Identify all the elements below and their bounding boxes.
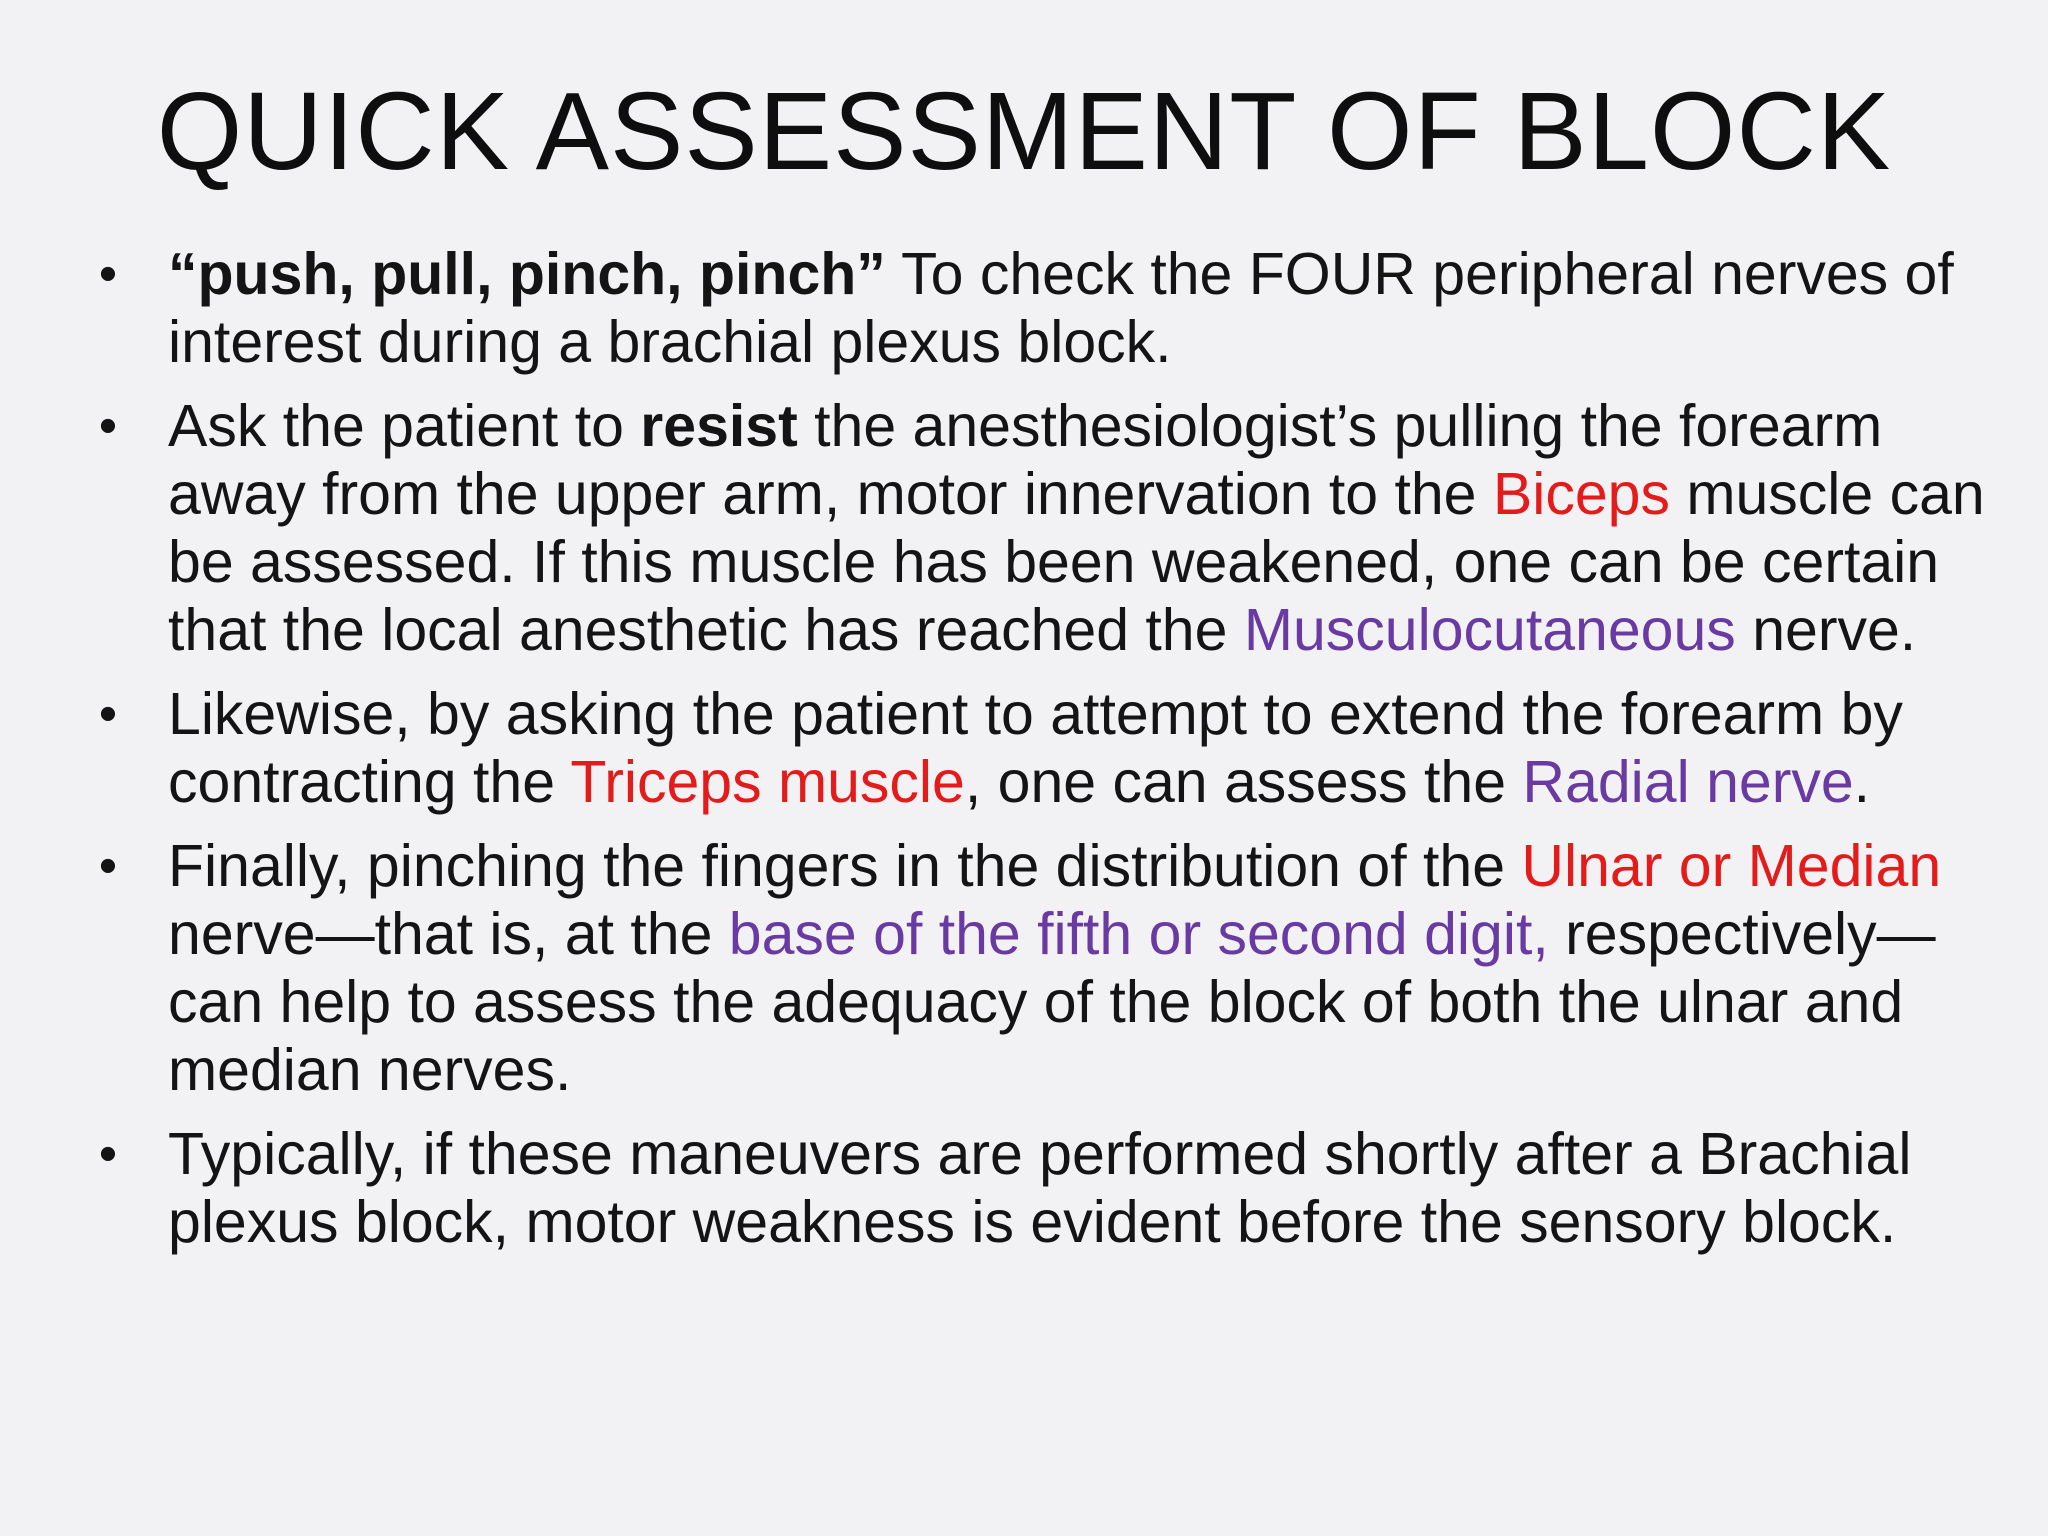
highlight-musculocutaneous: Musculocutaneous — [1243, 597, 1736, 663]
highlight-triceps: Triceps muscle — [570, 749, 965, 815]
bullet-text: Likewise, by asking the patient to attempt to extend the forearm by contracting the — [168, 681, 1903, 815]
bullet-text: , one can assess the — [964, 749, 1523, 815]
bullet-dot-icon: • — [98, 685, 118, 743]
highlight-ulnar-median: Ulnar or Median — [1521, 833, 1942, 899]
bullet-triceps — [88, 680, 2028, 816]
bullet-text: the anesthesiologist’s pulling the forearm away from the upper arm, motor innervation to the — [168, 393, 1883, 527]
slide-title: QUICK ASSESSMENT OF BLOCK — [156, 70, 1892, 193]
bullet-dot-icon: • — [98, 1125, 118, 1183]
bullet-text: muscle can be assessed. If this muscle has been weakened, one can be certain that the local anesthetic has reached the — [168, 461, 1985, 663]
bullet-text: respectively—can help to assess the adequacy of the block of both the ulnar and median nerves. — [168, 901, 1936, 1103]
emphasis-resist: resist — [640, 393, 798, 459]
highlight-biceps: Biceps — [1492, 461, 1670, 527]
bullet-text: nerve—that is, at the — [168, 901, 729, 967]
bullet-list — [88, 240, 2028, 1272]
highlight-radial-nerve: Radial nerve — [1522, 749, 1854, 815]
bullet-text: nerve. — [1735, 597, 1917, 663]
bullet-text: To check the FOUR peripheral nerves of interest during a brachial plexus block. — [168, 241, 1954, 375]
highlight-digit-base: base of the fifth or second digit, — [728, 901, 1549, 967]
bullet-text: Typically, if these maneuvers are performed shortly after a Brachial plexus block, motor weakness is evident before the sensory block. — [168, 1121, 1912, 1255]
bullet-push-pull-pinch — [88, 240, 2028, 376]
mnemonic-text: “push, pull, pinch, pinch” — [168, 241, 886, 307]
bullet-dot-icon: • — [98, 397, 118, 455]
bullet-typically — [88, 1120, 2028, 1256]
bullet-ulnar-median — [88, 832, 2028, 1104]
bullet-text: Ask the patient to — [168, 393, 641, 459]
bullet-text: . — [1853, 749, 1871, 815]
bullet-text: Finally, pinching the fingers in the distribution of the — [168, 833, 1522, 899]
bullet-biceps — [88, 392, 2028, 664]
bullet-dot-icon: • — [98, 245, 118, 303]
bullet-dot-icon: • — [98, 837, 118, 895]
